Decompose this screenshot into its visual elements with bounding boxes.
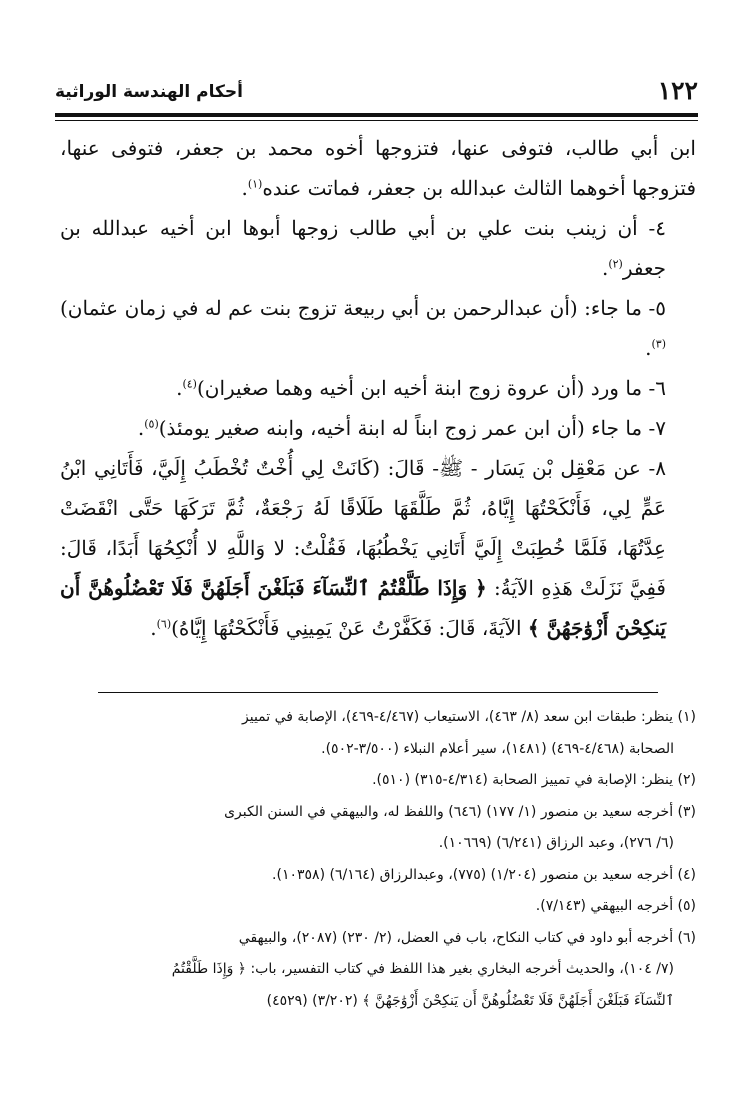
footnotes xyxy=(60,702,696,1017)
footnote-3-continued: (٦/ ٢٧٦)، وعبد الرزاق (٦/٢٤١) (١٠٦٦٩). xyxy=(438,835,674,851)
paragraph-continuation: ابن أبي طالب، فتوفى عنها، فتزوجها أخوه محمد بن جعفر، فتوفى عنها، فتزوجها أخوهما الثالث عبدالله بن جعفر، فماتت عنده$^{(١)}$. xyxy=(60,136,696,200)
paragraph-item-6: ٦- ما ورد (أن عروة زوج ابنة أخيه ابن أخيه وهما صغيران)$^{(٤)}$. xyxy=(176,376,666,400)
footnote-5: (٥) أخرجه البيهقي (٧/١٤٣). xyxy=(535,898,696,914)
footnote-2: (٢) ينظر: الإصابة في تمييز الصحابة (٤/٣١٤-٣١٥) (٥١٠). xyxy=(372,772,696,788)
paragraph-item-4: ٤- أن زينب بنت علي بن أبي طالب زوجها أبوها ابن أخيه عبدالله بن جعفر$^{(٢)}$. xyxy=(60,216,666,280)
footnote-3: (٣) أخرجه سعيد بن منصور (١/ ١٧٧) (٦٤٦) واللفظ له، والبيهقي في السنن الكبرى xyxy=(224,803,696,820)
main-text xyxy=(60,128,696,648)
footnote-1: (١) ينظر: طبقات ابن سعد (٨/ ٤٦٣)، الاستيعاب (٤/٤٦٧-٤٦٩)، الإصابة في تمييز xyxy=(242,709,696,725)
paragraph-item-8: ٨- عن مَعْقِل بْن يَسَار - ﷺ- قَالَ: (كَانَتْ لِي أُخْتٌ تُخْطَبُ إِلَيَّ، فَأَتَانِي ابْنُ عَمٍّ لِي، فَأَنْكَحْتُهَا إِيَّاهُ، ثُمَّ طَلَّقَهَا طَلَاقًا لَهُ رَجْعَةٌ، ثُمَّ تَرَكَهَا حَتَّى انْقَضَتْ عِدَّتُهَا، فَلَمَّا خُطِبَتْ إِلَيَّ أَتَانِي يَخْطُبُهَا، فَقُلْتُ: لا وَاللَّهِ لا أُنْكِحُهَا أَبَدًا، قَالَ: فَفِيَّ نَزَلَتْ هَذِهِ الآيَةُ: ﴿ وَإِذَا طَلَّقْتُمُ ٱلنِّسَآءَ فَبَلَغْنَ أَجَلَهُنَّ فَلَا تَعْضُلُوهُنَّ أَن يَنكِحْنَ أَزْوَٰجَهُنَّ ﴾ الآيَةَ، قَالَ: فَكَفَّرْتُ عَنْ يَمِينِي فَأَنْكَحْتُهَا إِيَّاهُ)$^{(٦)}$. xyxy=(60,456,666,640)
footnote-1-continued: الصحابة (٤/٤٦٨-٤٦٩) (١٤٨١)، سير أعلام النبلاء (٣/٥٠٠-٥٠٢). xyxy=(321,740,674,757)
header-rule-thin xyxy=(55,120,698,121)
footnote-6: (٦) أخرجه أبو داود في كتاب النكاح، باب في العضل، (٢/ ٢٣٠) (٢٠٨٧)، والبيهقي xyxy=(238,929,696,946)
footnote-ref-5[interactable]: (٥) xyxy=(144,417,159,431)
footnote-ref-4[interactable]: (٤) xyxy=(182,377,197,391)
footnote-4: (٤) أخرجه سعيد بن منصور (١/٢٠٤) (٧٧٥)، وعبدالرزاق (٦/١٦٤) (١٠٣٥٨). xyxy=(272,866,696,883)
footnote-ref-6[interactable]: (٦) xyxy=(156,617,172,631)
paragraph-item-5: ٥- ما جاء: (أن عبدالرحمن بن أبي ربيعة تزوج بنت عم له في زمان عثمان)$^{(٣)}$. xyxy=(60,296,666,360)
footnote-ref-2[interactable]: (٢) xyxy=(608,257,623,271)
header-rule-thick xyxy=(55,113,698,117)
quran-verse: ﴿ وَإِذَا طَلَّقْتُمُ ٱلنِّسَآءَ فَبَلَغْنَ أَجَلَهُنَّ فَلَا تَعْضُلُوهُنَّ أَن يَنكِحْنَ أَزْوَٰجَهُنَّ ﴾ xyxy=(60,576,666,640)
footnote-ref-3[interactable]: (٣) xyxy=(651,337,666,351)
footnote-separator xyxy=(98,692,658,693)
footnote-6-continued: (٧/ ١٠٤)، والحديث أخرجه البخاري بغير هذا اللفظ في كتاب التفسير، باب: ﴿ وَإِذَا طَلَّقْتُمُ xyxy=(171,961,674,977)
running-title: أحكام الهندسة الوراثية xyxy=(55,82,243,102)
footnote-ref-1[interactable]: (١) xyxy=(247,177,263,191)
page-number: ١٢٢ xyxy=(657,76,698,105)
page-header xyxy=(55,74,698,114)
footnote-6-continued-2: ٱلنِّسَآءَ فَبَلَغْنَ أَجَلَهُنَّ فَلَا تَعْضُلُوهُنَّ أَن يَنكِحْنَ أَزْوَٰجَهُنَّ ﴾ (٣/٢٠٢) (٤٥٢٩) xyxy=(266,992,674,1009)
paragraph-item-7: ٧- ما جاء (أن ابن عمر زوج ابناً له ابنة أخيه، وابنه صغير يومئذ)$^{(٥)}$. xyxy=(137,416,666,440)
